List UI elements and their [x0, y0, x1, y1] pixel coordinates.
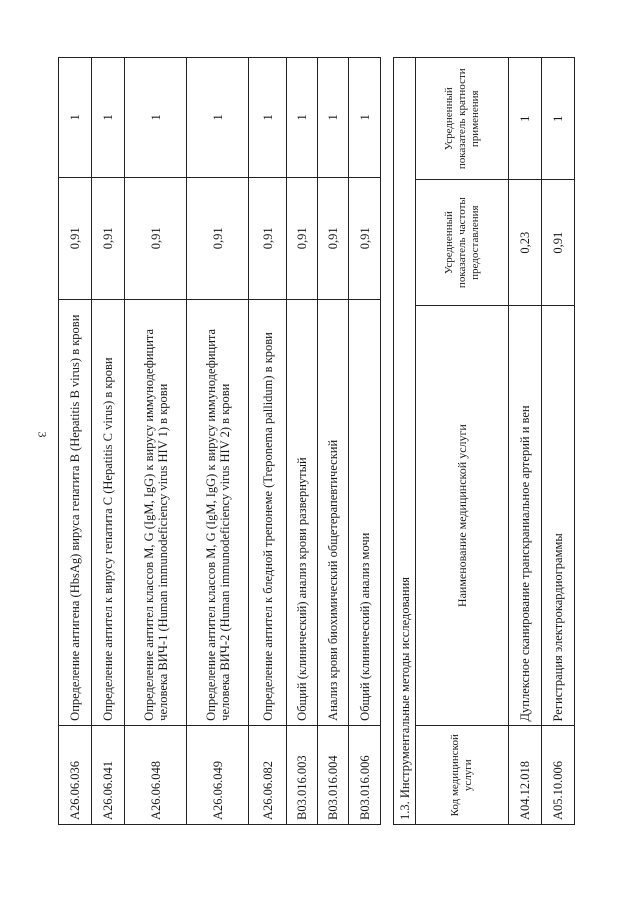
instrumental-methods-table — [393, 57, 575, 825]
section-title: 1.3. Инструментальные методы исследования — [394, 58, 416, 825]
service-name: Дуплексное сканирование транскраниальное артерий и вен — [509, 305, 542, 726]
service-code: B03.016.003 — [287, 725, 318, 824]
table-row — [287, 58, 318, 825]
service-name: Определение антител классов M, G (IgM, IgG) к вирусу иммунодефицита человека ВИЧ-2 (Human immunodeficiency virus HIV 2) в крови — [187, 300, 249, 726]
table-row — [249, 58, 287, 825]
table-row — [92, 58, 125, 825]
frequency-value: 0,91 — [287, 177, 318, 299]
multiplicity-value: 1 — [542, 58, 575, 181]
table-row — [318, 58, 349, 825]
frequency-value: 0,91 — [187, 177, 249, 299]
frequency-value: 0,91 — [249, 177, 287, 299]
service-name: Общий (клинический) анализ мочи — [349, 300, 381, 726]
frequency-value: 0,91 — [349, 177, 381, 299]
service-name: Определение антител к вирусу гепатита С (Hepatitis C virus) в крови — [92, 300, 125, 726]
header-name: Наименование медицинской услуги — [416, 305, 509, 726]
service-code: A26.06.036 — [59, 725, 92, 824]
table-row — [125, 58, 187, 825]
table-row — [542, 58, 575, 825]
service-name: Регистрация электрокардиограммы — [542, 305, 575, 726]
service-code: B03.016.004 — [318, 725, 349, 824]
multiplicity-value: 1 — [59, 58, 92, 178]
header-multiplicity: Усредненный показатель кратности применения — [416, 58, 509, 181]
multiplicity-value: 1 — [187, 58, 249, 178]
table-header-row — [416, 58, 509, 825]
frequency-value: 0,91 — [125, 177, 187, 299]
frequency-value: 0,91 — [59, 177, 92, 299]
multiplicity-value: 1 — [125, 58, 187, 178]
table-row — [349, 58, 381, 825]
service-name: Определение антигена (HbsAg) вируса гепатита В (Hepatitis B virus) в крови — [59, 300, 92, 726]
service-code: A26.06.041 — [92, 725, 125, 824]
section-title-row — [394, 58, 416, 825]
table-row — [187, 58, 249, 825]
multiplicity-value: 1 — [287, 58, 318, 178]
table-row — [509, 58, 542, 825]
service-code: A26.06.049 — [187, 725, 249, 824]
header-code: Код медицинской услуги — [416, 726, 509, 825]
page-number: 3 — [35, 431, 50, 438]
frequency-value: 0,91 — [542, 180, 575, 305]
multiplicity-value: 1 — [92, 58, 125, 178]
service-name: Анализ крови биохимический общетерапевтический — [318, 300, 349, 726]
service-code: B03.016.006 — [349, 725, 381, 824]
service-code: A26.06.048 — [125, 725, 187, 824]
service-name: Определение антител классов M, G (IgM, IgG) к вирусу иммунодефицита человека ВИЧ-1 (Human immunodeficiency virus HIV 1) в крови — [125, 300, 187, 726]
multiplicity-value: 1 — [249, 58, 287, 178]
service-name: Определение антител к бледной трепонеме (Treponema pallidum) в крови — [249, 300, 287, 726]
multiplicity-value: 1 — [318, 58, 349, 178]
service-code: A05.10.006 — [542, 726, 575, 825]
multiplicity-value: 1 — [349, 58, 381, 178]
service-code: A26.06.082 — [249, 725, 287, 824]
multiplicity-value: 1 — [509, 58, 542, 181]
service-name: Общий (клинический) анализ крови развернутый — [287, 300, 318, 726]
header-frequency: Усредненный показатель частоты предоставления — [416, 180, 509, 305]
frequency-value: 0,91 — [318, 177, 349, 299]
service-code: A04.12.018 — [509, 726, 542, 825]
frequency-value: 0,23 — [509, 180, 542, 305]
table-row — [59, 58, 92, 825]
laboratory-tests-table — [58, 57, 381, 825]
frequency-value: 0,91 — [92, 177, 125, 299]
